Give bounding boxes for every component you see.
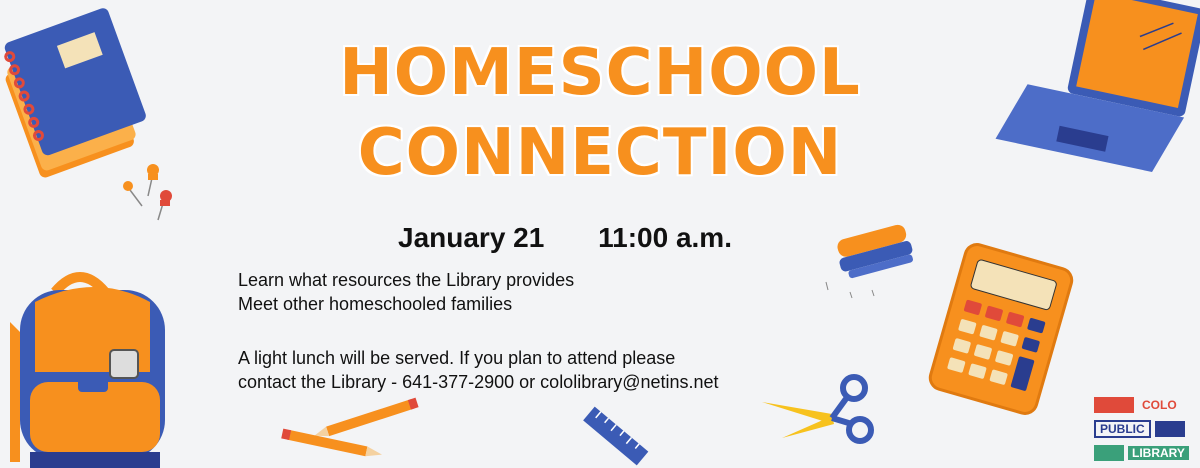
pushpins-icon: [118, 160, 182, 224]
scissors-icon: [762, 372, 882, 452]
laptop-icon: [1008, 0, 1198, 180]
description-line-4: contact the Library - 641-377-2900 or cololibrary@netins.net: [238, 372, 719, 392]
logo-row-public: [1094, 418, 1198, 440]
title-line-1: HOMESCHOOL: [339, 36, 861, 110]
stapler-icon: [820, 224, 914, 304]
description-line-2: Meet other homeschooled families: [238, 294, 513, 314]
calculator-icon: [926, 244, 1076, 414]
event-datetime: [398, 222, 732, 254]
backpack-icon: [0, 262, 185, 468]
logo-word-colo: COLO: [1142, 398, 1177, 412]
library-logo: [1094, 394, 1198, 466]
logo-word-library: LIBRARY: [1128, 446, 1189, 460]
logo-row-library: [1094, 442, 1198, 464]
notebooks-icon: [0, 0, 160, 170]
pencil-icon: [276, 400, 426, 468]
title-line-2: CONNECTION: [357, 116, 843, 190]
description-line-1: Learn what resources the Library provides: [238, 270, 575, 290]
description-line-3: A light lunch will be served. If you plan to attend please: [238, 348, 676, 368]
logo-row-colo: [1094, 394, 1198, 416]
logo-word-public: PUBLIC: [1094, 420, 1151, 438]
event-time: 11:00 a.m.: [598, 222, 732, 253]
ruler-icon: [566, 408, 636, 468]
event-date: January 21: [398, 222, 545, 253]
